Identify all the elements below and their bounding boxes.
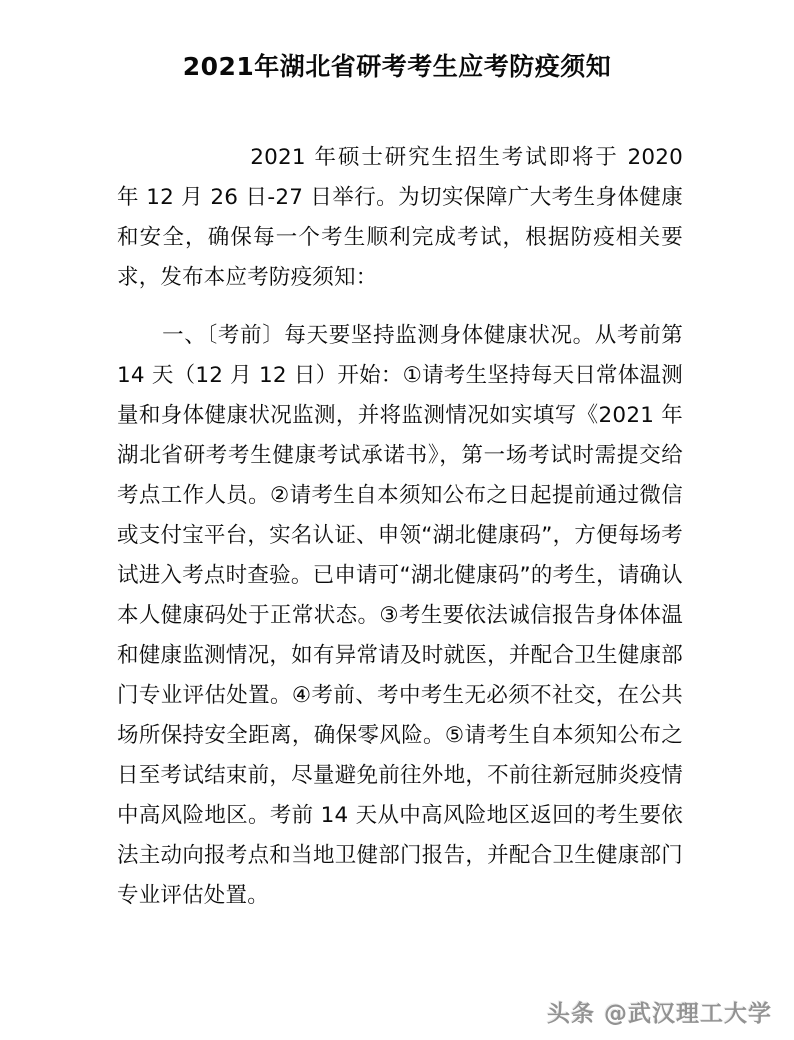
page-title: 2021年湖北省研考考生应考防疫须知 [182,52,612,81]
watermark: 头条 @武汉理工大学 [546,1001,772,1027]
paragraph-item-1: 一、〔考前〕每天要坚持监测身体健康状况。从考前第 14 天（12 月 12 日）开始：①请考生坚持每天日常体温测量和身体健康状况监测，并将监测情况如实填写《2021 年湖北省研考考生健康考试承诺书》，第一场考试时需提交给考点工作人员。②请考生自本须知公布之日起提前通过微信或支付宝平台，实名认证、申领“湖北健康码”，方便每场考试进入考点时查验。已申请可“湖北健康码”的考生，请确认本人健康码处于正常状态。③考生要依法诚信报告身体体温和健康监测情况，如有异常请及时就医，并配合卫生健康部门专业评估处置。④考前、考中考生无必须不社交，在公共场所保持安全距离，确保零风险。⑤请考生自本须知公布之日至考试结束前，尽量避免前往外地，不前往新冠肺炎疫情中高风险地区。考前 14 天从中高风险地区返回的考生要依法主动向报考点和当地卫健部门报告，并配合卫生健康部门专业评估处置。 [117,323,683,908]
paragraph-intro: 2021 年硕士研究生招生考试即将于 2020 年 12 月 26 日-27 日举行。为切实保障广大考生身体健康和安全，确保每一个考生顺利完成考试，根据防疫相关要求，发布本应考防疫须知： [117,145,683,290]
document-body [117,138,683,916]
